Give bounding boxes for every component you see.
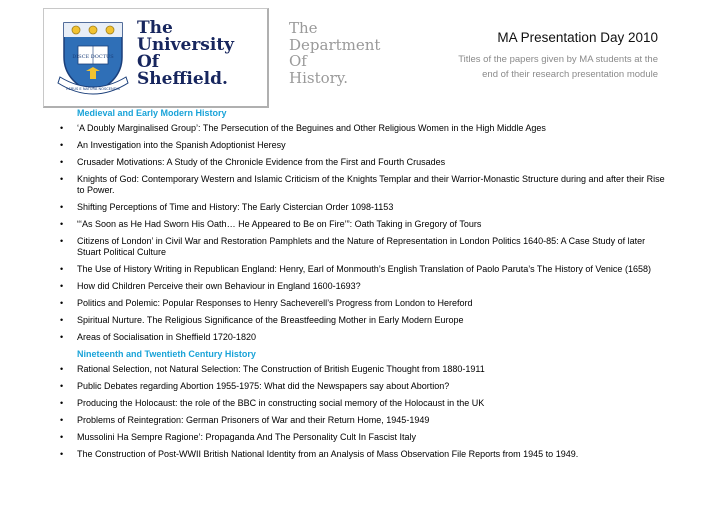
paper-title: How did Children Perceive their own Behaviour in England 1600-1693?: [77, 281, 361, 291]
paper-title: The Use of History Writing in Republican England: Henry, Earl of Monmouth’s English Translation of Paolo Paruta’s The History of Venice (1658): [77, 264, 651, 274]
bullet-icon: •: [60, 236, 64, 246]
bullet-icon: •: [60, 140, 64, 150]
paper-title: “‘As Soon as He Had Sworn His Oath… He Appeared to Be on Fire’”: Oath Taking in Gregory of Tours: [77, 219, 482, 229]
university-name: [137, 20, 234, 88]
bullet-icon: •: [60, 432, 64, 442]
list-item: [60, 315, 670, 326]
department-line: The: [289, 19, 318, 37]
page-subtitle: [418, 52, 658, 82]
paper-title: An Investigation into the Spanish Adoptionist Heresy: [77, 140, 286, 150]
paper-list: [60, 108, 670, 466]
subtitle-line: Titles of the papers given by MA students at the: [458, 54, 658, 65]
crest-banner: REBUS E NATURA NOSCENDIS: [66, 87, 120, 91]
crest-motto: DISCE DOCTUS: [72, 54, 114, 60]
list-item: [60, 432, 670, 443]
paper-title: Rational Selection, not Natural Selection: The Construction of British Eugenic Thought from 1880-1911: [77, 364, 485, 374]
department-line: Of: [289, 52, 307, 70]
bullet-icon: •: [60, 202, 64, 212]
list-item: [60, 381, 670, 392]
bullet-icon: •: [60, 398, 64, 408]
bullet-icon: •: [60, 123, 64, 133]
list-item: [60, 281, 670, 292]
section-heading: Medieval and Early Modern History: [77, 108, 227, 118]
bullet-icon: •: [60, 219, 64, 229]
department-name: [289, 20, 380, 86]
paper-title: Producing the Holocaust: the role of the BBC in constructing social memory of the Holocaust in the UK: [77, 398, 485, 408]
paper-title: Spiritual Nurture. The Religious Significance of the Breastfeeding Mother in Early Modern Europe: [77, 315, 464, 325]
list-item: [60, 298, 670, 309]
paper-title: Knights of God: Contemporary Western and Islamic Criticism of the Knights Templar and their Warrior-Monastic Structure during and after their Rise to Power.: [77, 174, 665, 195]
list-item: [60, 123, 670, 134]
university-line: University: [137, 35, 235, 55]
list-item: [60, 140, 670, 151]
page-title: MA Presentation Day 2010: [497, 30, 658, 45]
bullet-icon: •: [60, 332, 64, 342]
paper-title: Politics and Polemic: Popular Responses to Henry Sacheverell’s Progress from London to Hereford: [77, 298, 473, 308]
paper-title: Areas of Socialisation in Sheffield 1720-1820: [77, 332, 256, 342]
bullet-icon: •: [60, 381, 64, 391]
list-item: [60, 449, 670, 460]
paper-title: Crusader Motivations: A Study of the Chronicle Evidence from the First and Fourth Crusades: [77, 157, 446, 167]
section-heading: Nineteenth and Twentieth Century History: [77, 349, 256, 359]
list-item: [60, 332, 670, 343]
bullet-icon: •: [60, 364, 64, 374]
university-line: The: [137, 18, 173, 38]
university-line: Of: [137, 52, 160, 72]
list-item: [60, 219, 670, 230]
bullet-icon: •: [60, 157, 64, 167]
paper-title: Mussolini Ha Sempre Ragione’: Propaganda And The Personality Cult In Fascist Italy: [77, 432, 417, 442]
list-item: [60, 415, 670, 426]
department-line: Department: [289, 35, 381, 54]
list-item: [60, 264, 670, 275]
paper-title: Citizens of London’ in Civil War and Restoration Pamphlets and the Nature of Representation in London Politics 1640-85: A Case Study of later Stuart Political Culture: [77, 236, 646, 257]
paper-title: ‘A Doubly Marginalised Group’: The Persecution of the Beguines and Other Religious Women in the High Middle Ages: [77, 123, 546, 133]
subtitle-line: end of their research presentation module: [482, 69, 658, 80]
paper-title: Problems of Reintegration: German Prisoners of War and their Return Home, 1945-1949: [77, 415, 430, 425]
list-item: [60, 364, 670, 375]
bullet-icon: •: [60, 174, 64, 184]
paper-title: Shifting Perceptions of Time and History: The Early Cistercian Order 1098-1153: [77, 202, 394, 212]
university-line: Sheffield.: [137, 69, 228, 89]
list-item: [60, 174, 670, 196]
bullet-icon: •: [60, 264, 64, 274]
list-item: [60, 236, 670, 258]
bullet-icon: •: [60, 298, 64, 308]
bullet-icon: •: [60, 415, 64, 425]
list-item: [60, 202, 670, 213]
bullet-icon: •: [60, 281, 64, 291]
list-item: [60, 157, 670, 168]
paper-title: The Construction of Post-WWII British National Identity from an Analysis of Mass Observation File Reports from 1945 to 1949.: [77, 449, 579, 459]
paper-title: Public Debates regarding Abortion 1955-1975: What did the Newspapers say about Abortion?: [77, 381, 450, 391]
list-item: [60, 398, 670, 409]
bullet-icon: •: [60, 315, 64, 325]
department-line: History.: [289, 68, 349, 87]
university-crest-icon: [56, 17, 130, 99]
bullet-icon: •: [60, 449, 64, 459]
